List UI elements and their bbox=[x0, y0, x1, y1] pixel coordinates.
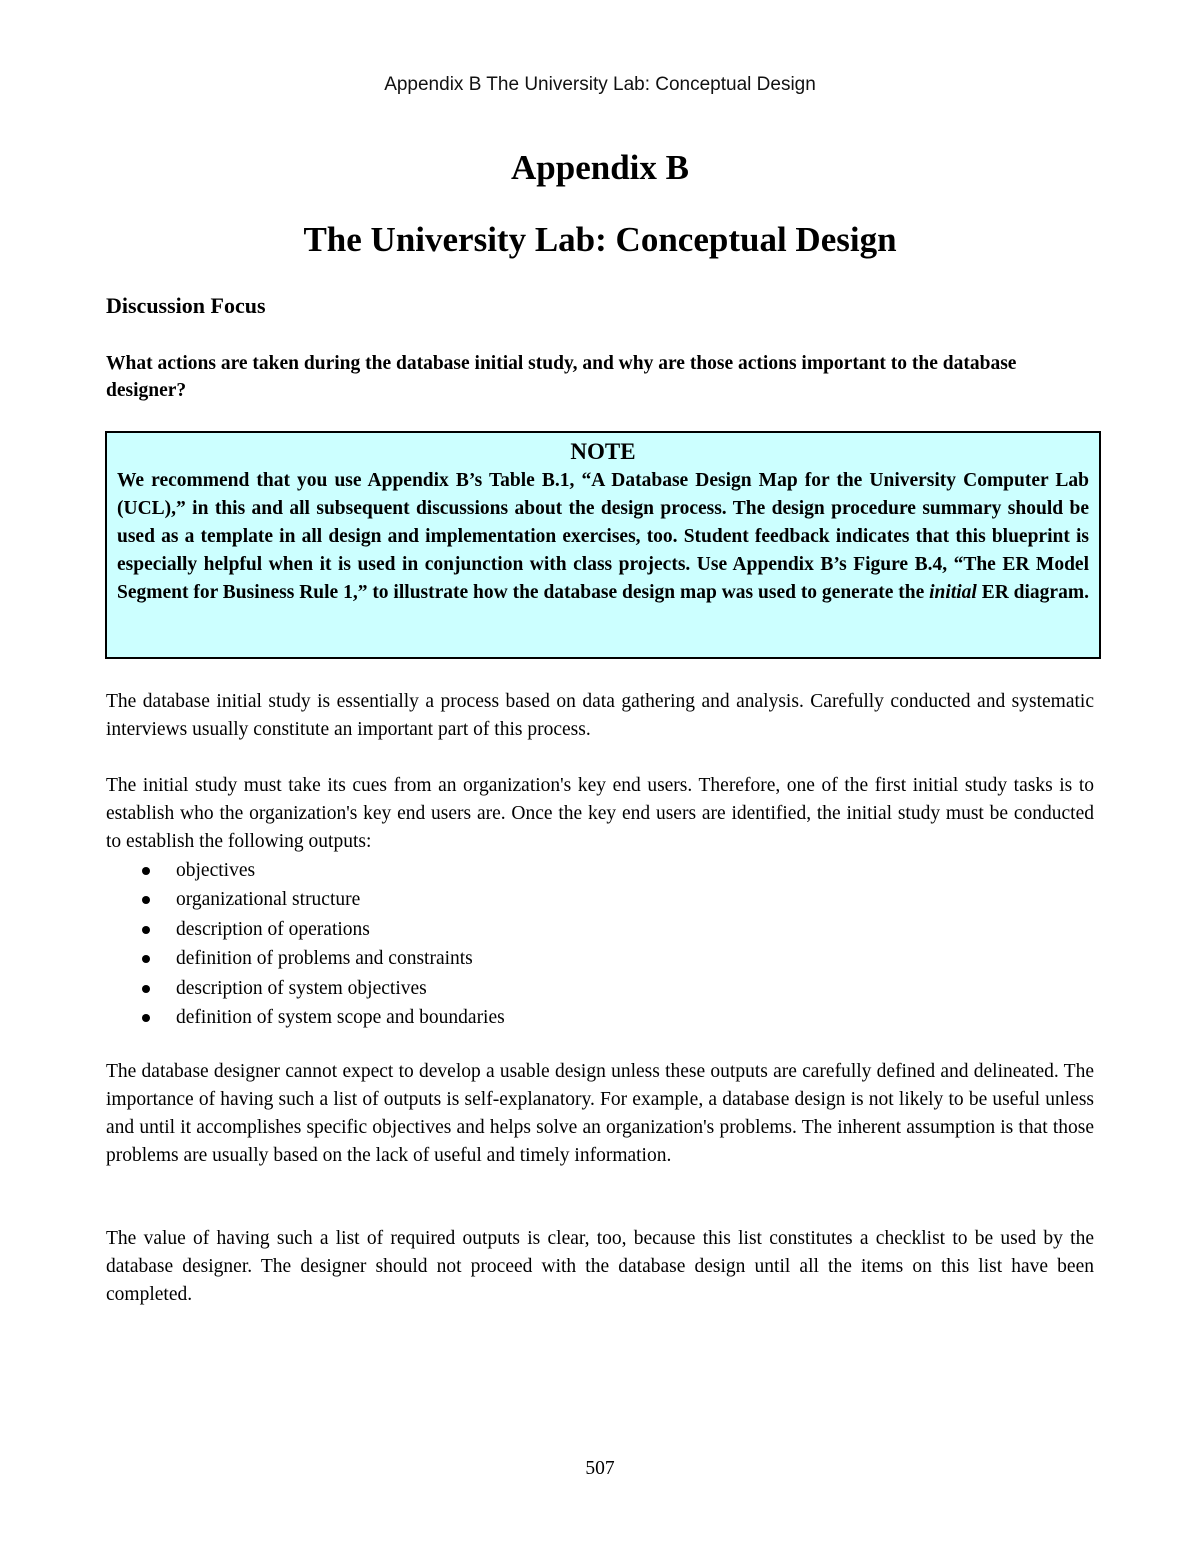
list-item: objectives bbox=[106, 856, 1094, 885]
page-number: 507 bbox=[585, 1458, 615, 1479]
list-item: definition of problems and constraints bbox=[106, 944, 1094, 973]
outputs-list bbox=[106, 856, 1094, 1032]
appendix-title: Appendix B bbox=[511, 148, 689, 187]
section-heading: Discussion Focus bbox=[106, 293, 266, 318]
running-header: Appendix B The University Lab: Conceptual Design bbox=[384, 74, 816, 95]
paragraph-checklist: The value of having such a list of required outputs is clear, too, because this list constitutes a checklist to be used by the database designer. The designer should not proceed with the database design until all the items on this list have been completed. bbox=[106, 1228, 1094, 1305]
paragraph-key-end-users: The initial study must take its cues from an organization's key end users. Therefore, one of the first initial study tasks is to establish who the organization's key end users are. Once the key end users are identified, the initial study must be conducted to establish the following outputs: bbox=[106, 775, 1094, 852]
appendix-subtitle: The University Lab: Conceptual Design bbox=[303, 220, 897, 259]
paragraph-outputs-importance: The database designer cannot expect to develop a usable design unless these outputs are carefully defined and delineated. The importance of having such a list of outputs is self-explanatory. For example, a database design is not likely to be useful unless and until it accomplishes specific objectives and helps solve an organization's problems. The inherent assumption is that those problems are usually based on the lack of useful and timely information. bbox=[106, 1061, 1094, 1166]
discussion-question: What actions are taken during the database initial study, and why are those actions important to the database designer? bbox=[106, 353, 1017, 401]
note-box bbox=[105, 431, 1101, 659]
bullet-icon bbox=[142, 985, 150, 993]
list-item: description of system objectives bbox=[106, 974, 1094, 1003]
note-body bbox=[117, 467, 1089, 607]
bullet-icon bbox=[142, 867, 150, 875]
list-item: organizational structure bbox=[106, 885, 1094, 914]
note-text-after: ER diagram. bbox=[976, 582, 1089, 603]
bullet-icon bbox=[142, 1014, 150, 1022]
bullet-icon bbox=[142, 896, 150, 904]
note-title: NOTE bbox=[570, 439, 636, 464]
note-text-before: We recommend that you use Appendix B’s Table B.1, “A Database Design Map for the University Computer Lab (UCL),” in this and all subsequent discussions about the design process. The design procedure summary should be used as a template in all design and implementation exercises, too. Student feedback indicates that this blueprint is especially helpful when it is used in conjunction with class projects. Use Appendix B’s Figure B.4, “The ER Model Segment for Business Rule 1,” to illustrate how the database design map was used to generate the bbox=[117, 470, 1089, 603]
bullet-icon bbox=[142, 955, 150, 963]
list-item: description of operations bbox=[106, 915, 1094, 944]
note-italic-word: initial bbox=[929, 582, 977, 603]
paragraph-initial-study: The database initial study is essentially a process based on data gathering and analysis. Carefully conducted and systematic interviews usually constitute an important part of this process. bbox=[106, 691, 1094, 740]
bullet-icon bbox=[142, 926, 150, 934]
list-item: definition of system scope and boundaries bbox=[106, 1003, 1094, 1032]
